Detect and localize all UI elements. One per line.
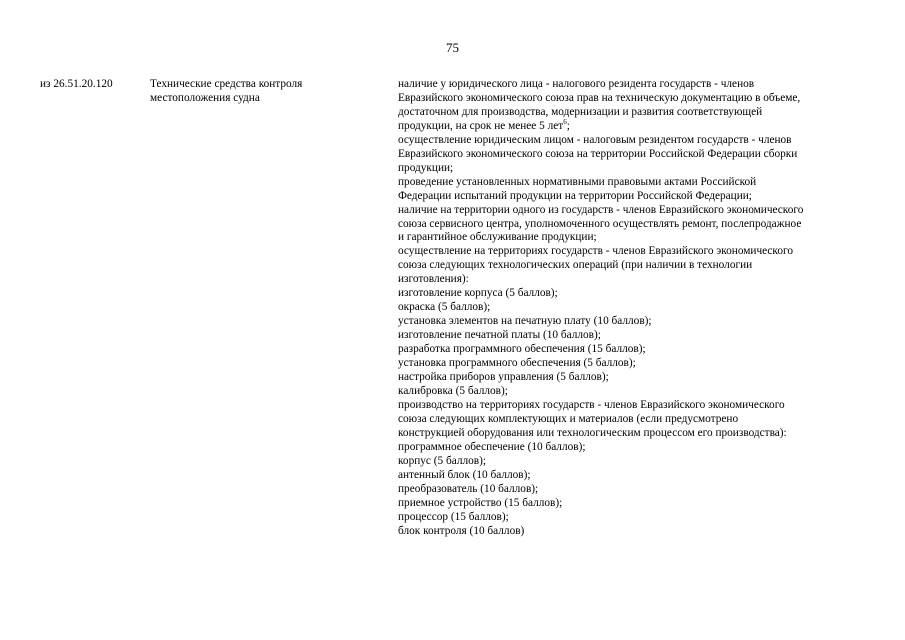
requirement-line: настройка приборов управления (5 баллов); <box>398 371 609 384</box>
requirement-line: наличие на территории одного из государств - членов Евразийского экономического <box>398 203 804 216</box>
requirement-line: союза сервисного центра, уполномоченного осуществлять ремонт, послепродажное <box>398 217 802 230</box>
requirement-line: процессор (15 баллов); <box>398 510 509 523</box>
footnote-tail: ; <box>566 119 570 132</box>
product-name-line: Технические средства контроля <box>150 78 303 90</box>
requirement-line: производство на территориях государств - членов Евразийского экономического <box>398 398 785 411</box>
requirement-line: и гарантийное обслуживание продукции; <box>398 231 597 244</box>
requirement-line: антенный блок (10 баллов); <box>398 468 531 481</box>
requirement-line: установка элементов на печатную плату (10 баллов); <box>398 315 652 328</box>
requirement-line: изготовление печатной платы (10 баллов); <box>398 329 601 342</box>
product-name-line: местоположения судна <box>150 91 260 104</box>
requirement-line: осуществление на территориях государств - членов Евразийского экономического <box>398 245 793 258</box>
okpd-code: из 26.51.20.120 <box>40 78 113 90</box>
requirement-line: установка программного обеспечения (5 баллов); <box>398 357 636 370</box>
requirement-line: приемное устройство (15 баллов); <box>398 496 563 509</box>
page-number: 75 <box>446 40 459 55</box>
requirement-line: продукции; <box>398 161 454 174</box>
requirement-line: изготовление корпуса (5 баллов); <box>398 287 558 300</box>
requirement-line: преобразователь (10 баллов); <box>398 482 539 495</box>
requirements-text <box>398 78 873 538</box>
requirement-line-text: продукции, на срок не менее 5 лет <box>398 119 564 132</box>
requirement-line: союза следующих комплектующих и материалов (если предусмотрено <box>398 412 739 425</box>
requirement-line: Федерации испытаний продукции на территории Российской Федерации; <box>398 189 752 202</box>
requirement-line: корпус (5 баллов); <box>398 454 486 467</box>
requirement-line: проведение установленных нормативными правовыми актами Российской <box>398 175 757 188</box>
requirement-line: разработка программного обеспечения (15 баллов); <box>398 343 646 356</box>
requirement-line: блок контроля (10 баллов) <box>398 524 525 537</box>
requirement-line: Евразийского экономического союза прав на техническую документацию в объеме, <box>398 91 801 104</box>
requirement-line: калибровка (5 баллов); <box>398 384 508 397</box>
requirement-line: осуществление юридическим лицом - налоговым резидентом государств - членов <box>398 133 792 146</box>
requirement-line: Евразийского экономического союза на территории Российской Федерации сборки <box>398 147 798 160</box>
footnote-mark: 6 <box>563 118 567 127</box>
requirement-line: достаточном для производства, модернизации и развития соответствующей <box>398 105 763 118</box>
requirement-line: изготовления): <box>398 273 469 286</box>
requirement-line: наличие у юридического лица - налогового резидента государств - членов <box>398 78 755 90</box>
requirement-line-with-footnote <box>398 120 873 134</box>
product-name <box>150 78 350 106</box>
requirement-line: окраска (5 баллов); <box>398 301 491 314</box>
requirement-line: конструкцией оборудования или технологическим процессом его производства): <box>398 426 787 439</box>
requirement-line: союза следующих технологических операций (при наличии в технологии <box>398 259 753 272</box>
requirement-line: программное обеспечение (10 баллов); <box>398 440 586 453</box>
